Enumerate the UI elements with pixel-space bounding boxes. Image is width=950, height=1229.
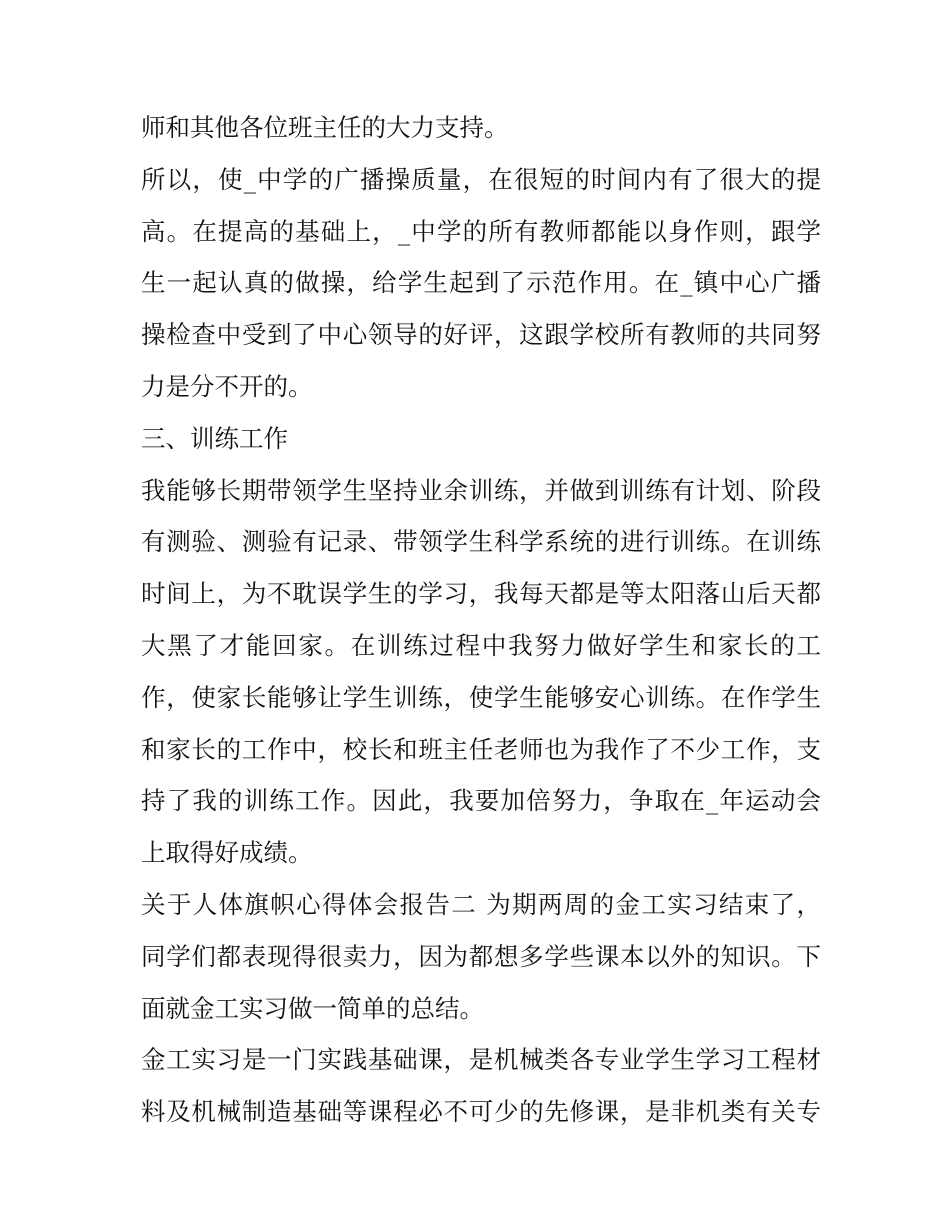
paragraph-line: 关于人体旗帜心得体会报告二 为期两周的金工实习结束了， xyxy=(141,889,821,919)
paragraph-line: 大黑了才能回家。在训练过程中我努力做好学生和家长的工 xyxy=(141,630,821,660)
paragraph-line: 时间上，为不耽误学生的学习，我每天都是等太阳落山后天都 xyxy=(141,579,821,609)
paragraph-line: 同学们都表现得很卖力，因为都想多学些课本以外的知识。下 xyxy=(141,941,821,971)
paragraph-line: 和家长的工作中，校长和班主任老师也为我作了不少工作，支 xyxy=(141,734,821,764)
paragraph-line: 有测验、测验有记录、带领学生科学系统的进行训练。在训练 xyxy=(141,527,821,557)
paragraph-line: 持了我的训练工作。因此，我要加倍努力，争取在_年运动会 xyxy=(141,786,821,816)
paragraph-line: 面就金工实习做一简单的总结。 xyxy=(141,993,484,1023)
document-body xyxy=(141,108,821,1144)
paragraph-line: 金工实习是一门实践基础课，是机械类各专业学生学习工程材 xyxy=(141,1045,821,1075)
paragraph-line: 操检查中受到了中心领导的好评，这跟学校所有教师的共同努 xyxy=(141,320,821,350)
paragraph-line: 生一起认真的做操，给学生起到了示范作用。在_镇中心广播 xyxy=(141,268,821,298)
paragraph-line: 所以，使_中学的广播操质量，在很短的时间内有了很大的提 xyxy=(141,164,821,194)
paragraph-line: 力是分不开的。 xyxy=(141,371,313,401)
paragraph-line: 上取得好成绩。 xyxy=(141,838,313,868)
paragraph-line: 作，使家长能够让学生训练，使学生能够安心训练。在作学生 xyxy=(141,682,821,712)
paragraph-line: 我能够长期带领学生坚持业余训练，并做到训练有计划、阶段 xyxy=(141,475,821,505)
paragraph-line: 高。在提高的基础上，_中学的所有教师都能以身作则，跟学 xyxy=(141,216,821,246)
section-heading: 三、训练工作 xyxy=(141,423,288,453)
paragraph-line: 师和其他各位班主任的大力支持。 xyxy=(141,113,509,142)
paragraph-line: 料及机械制造基础等课程必不可少的先修课，是非机类有关专 xyxy=(141,1097,821,1127)
